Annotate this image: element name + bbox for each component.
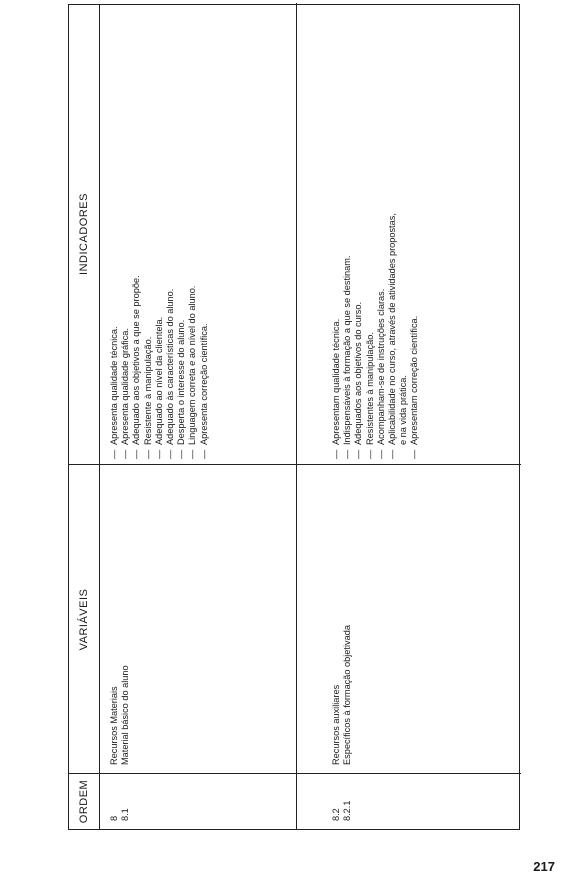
variavel-item: Material básico do aluno [120,665,131,765]
row1-variaveis [109,665,131,765]
indicador-item: — Indispensáveis à formação a que se destinam. [342,213,353,459]
indicador-item: — Adequado ao nível da clientela. [154,275,165,459]
indicador-item: — Apresenta correção científica. [199,275,210,459]
indicador-item: — Desperta o interesse do aluno. [176,275,187,459]
evaluation-table [68,4,520,830]
indicador-item: — Adequado aos objetivos a que se propõe. [131,275,142,459]
indicador-item: — Apresentam correção científica. [409,213,420,459]
indicador-item: — Apresenta qualidade técnica. [109,275,120,459]
row-divider [296,3,297,829]
row2-indicadores [331,213,421,459]
row1-ordem [109,808,131,821]
rotated-page [68,4,520,830]
row1-indicadores [109,275,210,459]
indicador-item: — Adequado às características do aluno. [165,275,176,459]
indicador-item: — Aplicabilidade no curso, através de atividades propostas, [387,213,398,459]
variavel-item: Recursos Materiais [109,686,119,765]
header-indicadores: INDICADORES [78,193,90,275]
table-header-row [69,5,100,829]
indicador-item: — Resistentes à manipulação. [365,213,376,459]
ordem-item: 8.1 [120,808,131,821]
indicador-item: — Resistente à manipulação. [143,275,154,459]
column-divider [69,464,521,465]
column-divider [69,773,521,774]
indicador-item: — Apresentam qualidade técnica. [331,213,342,459]
variavel-item: Recursos auxiliares [331,684,341,765]
row2-ordem [331,801,353,821]
row2-variaveis [331,625,353,765]
header-ordem: ORDEM [78,779,90,824]
indicador-item: — Linguagem correta e ao nível do aluno. [187,275,198,459]
indicador-item: — Acompanham-se de instruções claras. [376,213,387,459]
indicador-continuation: e na vida prática. [398,375,409,445]
indicador-item: — Adequados aos objetivos do curso. [353,213,364,459]
page-number: 217 [533,859,555,874]
header-variaveis: VARIÁVEIS [78,588,90,651]
ordem-item: 8 [109,815,119,821]
ordem-item: 8.2.1 [342,800,353,821]
variavel-item: Específicos à formação objetivada [342,625,353,765]
indicador-item: — Apresenta qualidade gráfica. [120,275,131,459]
ordem-item: 8.2 [331,808,341,821]
